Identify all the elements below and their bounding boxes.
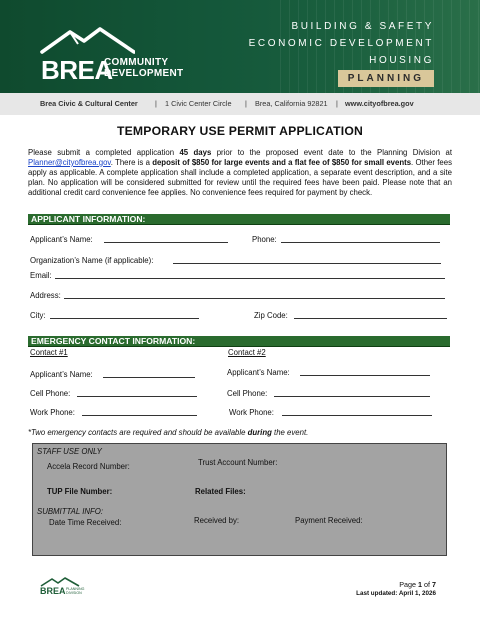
contact-2-heading: Contact #2 — [228, 348, 266, 357]
related-files-label: Related Files: — [195, 487, 246, 496]
email-label: Email: — [30, 271, 52, 280]
received-by-label: Received by: — [194, 516, 240, 525]
contact-2-work-field[interactable] — [282, 415, 432, 416]
city-field[interactable] — [50, 318, 199, 319]
contact-2-name-label: Applicant’s Name: — [227, 368, 290, 377]
accela-record-label: Accela Record Number: — [47, 462, 130, 471]
contact-2-cell-field[interactable] — [274, 396, 430, 397]
trust-account-label: Trust Account Number: — [198, 458, 278, 467]
last-updated: Last updated: April 1, 2026 — [356, 590, 436, 597]
phone-label: Phone: — [252, 235, 277, 244]
contact-1-work-field[interactable] — [82, 415, 197, 416]
address-label: Address: — [30, 291, 61, 300]
address-city: Brea, California 92821 — [255, 99, 328, 108]
date-time-received-label: Date Time Received: — [49, 518, 122, 527]
contact-1-work-label: Work Phone: — [30, 408, 75, 417]
website-link[interactable]: www.cityofbrea.gov — [345, 99, 414, 108]
address-field[interactable] — [64, 298, 445, 299]
contact-2-name-field[interactable] — [300, 375, 430, 376]
staff-use-box — [32, 443, 447, 556]
submittal-info-heading: SUBMITTAL INFO: — [37, 507, 103, 516]
address-civic-center: Brea Civic & Cultural Center — [40, 99, 138, 108]
tup-file-label: TUP File Number: — [47, 487, 113, 496]
emergency-section-header: EMERGENCY CONTACT INFORMATION: — [28, 336, 450, 347]
page-number: Page 1 of 7 — [399, 580, 436, 589]
contact-1-cell-label: Cell Phone: — [30, 389, 71, 398]
dept-building-safety: BUILDING & SAFETY — [291, 21, 434, 32]
dept-economic-development: ECONOMIC DEVELOPMENT — [248, 38, 434, 49]
contact-2-cell-label: Cell Phone: — [227, 389, 268, 398]
logo-sub1: COMMUNITY — [104, 57, 169, 68]
organization-field[interactable] — [173, 263, 441, 264]
page-title: TEMPORARY USE PERMIT APPLICATION — [116, 124, 364, 138]
payment-received-label: Payment Received: — [295, 516, 363, 525]
intro-paragraph: Please submit a completed application 45 days prior to the proposed event date to the Planning Division at Planner@cityofbrea.gov. There is a deposit of $850 for large events and a flat fee of $850 for small events. Other fees apply as applicable. A complete application shall include a completed application, a separate event description, and a site plan. No application will be considered submitted for review until the required fees have been paid. Please note that an additional credit card convenience fee applies. No convenience fees required for payment by check. — [28, 148, 452, 197]
zip-field[interactable] — [294, 318, 447, 319]
logo-subtitle — [104, 57, 183, 79]
organization-label: Organization’s Name (if applicable): — [30, 256, 154, 265]
mountain-logo-icon — [40, 26, 135, 56]
applicant-name-field[interactable] — [104, 242, 228, 243]
header-banner — [0, 0, 480, 93]
applicant-section-header: APPLICANT INFORMATION: — [28, 214, 450, 225]
planner-email-link[interactable]: Planner@cityofbrea.gov — [28, 157, 111, 167]
zip-label: Zip Code: — [254, 311, 288, 320]
contact-1-name-label: Applicant’s Name: — [30, 370, 93, 379]
address-divider: | — [245, 99, 247, 108]
dept-housing: HOUSING — [369, 55, 434, 66]
contact-1-name-field[interactable] — [103, 377, 195, 378]
contact-2-work-label: Work Phone: — [229, 408, 274, 417]
staff-use-heading: STAFF USE ONLY — [37, 447, 102, 456]
logo-wordmark: BREA — [41, 55, 113, 85]
address-divider: | — [336, 99, 338, 108]
applicant-name-label: Applicant’s Name: — [30, 235, 93, 244]
address-street: 1 Civic Center Circle — [165, 99, 232, 108]
footer-logo-sub: PLANNING DIVISION — [66, 587, 85, 595]
email-field[interactable] — [55, 278, 445, 279]
contact-1-cell-field[interactable] — [77, 396, 197, 397]
footer-logo-word: BREA — [40, 586, 66, 596]
address-divider: | — [155, 99, 157, 108]
phone-field[interactable] — [281, 242, 440, 243]
logo-sub2: DEVELOPMENT — [104, 68, 184, 79]
emergency-note: *Two emergency contacts are required and should be available during the event. — [28, 428, 309, 437]
address-strip — [0, 93, 480, 115]
department-list — [249, 18, 434, 87]
dept-planning-tag: PLANNING — [338, 70, 434, 87]
contact-1-heading: Contact #1 — [30, 348, 68, 357]
city-label: City: — [30, 311, 46, 320]
